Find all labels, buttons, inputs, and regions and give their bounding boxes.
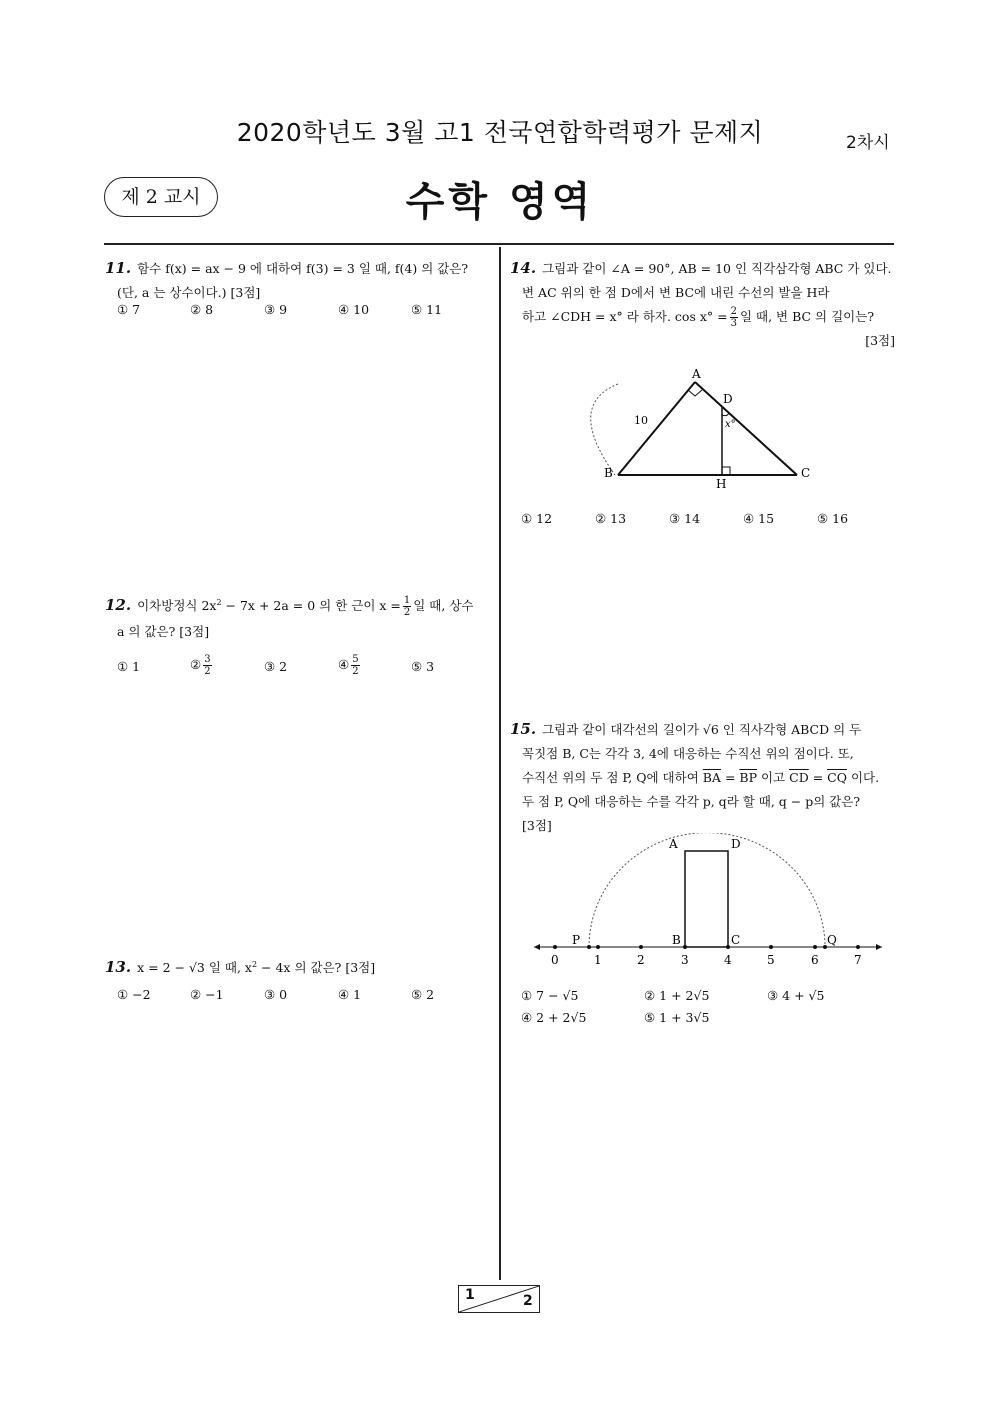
tick-label: 2 <box>637 953 645 967</box>
label-d: D <box>731 837 741 851</box>
fraction: $\frac{2}{3}$ <box>730 306 737 329</box>
exam-title: 2020학년도 3월 고1 전국연합학력평가 문제지 <box>236 118 764 147</box>
label-a: A <box>669 837 678 851</box>
question-15: 15. 그림과 같이 대각선의 길이가 √6 인 직사각형 ABCD 의 두 꼭짓점 B, C는 각각 3, 4에 대응하는 수직선 위의 점이다. 또, 수직선 위의 두 점 P, Q에 대하여 $\overline{BA} = \overline{BP}$ 이고 $\overline{CD} = \overline{CQ}$ 이다. 두 점 P, Q에 대응하는 수를 각각 p, q라 할 때, q − p의 값은? [3점] <box>510 717 895 838</box>
question-text: (단, a 는 상수이다.) [3점] <box>117 285 261 300</box>
question-text: 하고 ∠CDH = x° 라 하자. cos x° = <box>522 309 728 324</box>
question-text: 그림과 같이 ∠A = 90°, AB = 10 인 직각삼각형 ABC 가 있다. <box>542 261 892 276</box>
label-c: C <box>731 933 741 947</box>
header-divider <box>104 243 894 245</box>
choice[interactable]: ⑤ 1 + 3√5 <box>644 1010 710 1025</box>
question-11 <box>105 256 490 305</box>
label-c: C <box>801 466 811 480</box>
arrow-right-icon <box>876 944 882 950</box>
question-number: 12. <box>105 596 132 615</box>
tick-label: 5 <box>767 953 775 967</box>
question-text: − 7x + 2a = 0 의 한 근이 x = <box>221 598 401 614</box>
tick-label: 1 <box>594 953 602 967</box>
current-page: 1 <box>465 1287 475 1303</box>
tick-label: 7 <box>854 953 862 967</box>
column-divider <box>499 247 501 1280</box>
arc-pq <box>589 833 825 947</box>
choice[interactable]: ③ 2 <box>264 659 288 674</box>
choice[interactable]: ③ 4 + √5 <box>767 988 825 1003</box>
question-text: x = 2 − √3 일 때, x <box>137 960 252 976</box>
tick-label: 3 <box>681 953 689 967</box>
choice[interactable]: ④ 10 <box>338 302 370 317</box>
arc-ab <box>591 384 618 475</box>
question-14 <box>510 256 895 353</box>
question-text: a 의 값은? [3점] <box>117 624 210 640</box>
label-b: B <box>604 466 613 480</box>
arrow-left-icon <box>534 944 540 950</box>
choice[interactable]: ① 12 <box>521 511 553 526</box>
tick-label: 4 <box>724 953 732 967</box>
tick-label: 6 <box>811 953 819 967</box>
points-label: [3점] <box>522 818 552 833</box>
label-q: Q <box>827 933 837 947</box>
question-text: 함수 f(x) = ax − 9 에 대하여 f(3) = 3 일 때, f(4) 의 값은? <box>137 261 469 276</box>
question-13: 13. x = 2 − √3 일 때, $x^2 - 4x$ 의 값은? [3점] <box>105 958 376 977</box>
label-side: 10 <box>634 414 648 427</box>
choice[interactable]: ② $\frac{3}{2}$ <box>190 654 211 677</box>
choice[interactable]: ⑤ 11 <box>411 302 443 317</box>
choices-11 <box>117 302 497 322</box>
session-label: 2차시 <box>846 133 890 153</box>
choice[interactable]: ③ 9 <box>264 302 288 317</box>
choice[interactable]: ③ 0 <box>264 987 288 1002</box>
period-badge: 제 2 교시 <box>104 177 218 217</box>
question-text: 일 때, 상수 <box>413 598 474 614</box>
angle-mark <box>722 413 729 416</box>
question-text: 두 점 P, Q에 대응하는 수를 각각 p, q라 할 때, q − p의 값은? <box>522 794 861 809</box>
right-angle-mark <box>688 390 702 396</box>
right-angle-mark <box>722 467 730 475</box>
choices-12 <box>117 654 497 682</box>
total-pages: 2 <box>523 1293 533 1309</box>
question-text: 수직선 위의 두 점 P, Q에 대하여 <box>522 770 699 785</box>
choice[interactable]: ⑤ 3 <box>411 659 435 674</box>
choices-15 <box>521 988 891 1028</box>
question-number: 14. <box>510 259 537 277</box>
label-p: P <box>572 933 581 947</box>
choice[interactable]: ① 1 <box>117 659 141 674</box>
choices-14 <box>521 511 891 531</box>
choice[interactable]: ⑤ 2 <box>411 987 435 1002</box>
choice[interactable]: ④ 2 + 2√5 <box>521 1010 587 1025</box>
question-number: 15. <box>510 720 537 738</box>
choice[interactable]: ④ 1 <box>338 987 362 1002</box>
choice[interactable]: ② 1 + 2√5 <box>644 988 710 1003</box>
choice[interactable]: ③ 14 <box>669 511 701 526</box>
tick-label: 0 <box>551 953 559 967</box>
choice[interactable]: ④ $\frac{5}{2}$ <box>338 654 359 677</box>
triangle-figure <box>520 360 895 500</box>
choice[interactable]: ⑤ 16 <box>817 511 849 526</box>
choice[interactable]: ② 8 <box>190 302 214 317</box>
question-text: 일 때, 변 BC 의 길이는? <box>739 309 875 324</box>
question-number: 13. <box>105 958 132 977</box>
question-text: 꼭짓점 B, C는 각각 3, 4에 대응하는 수직선 위의 점이다. 또, <box>522 746 854 761</box>
question-text: − 4x 의 값은? [3점] <box>257 960 376 976</box>
label-b: B <box>672 933 681 947</box>
points-label: [3점] <box>865 333 895 348</box>
choice[interactable]: ④ 15 <box>743 511 775 526</box>
numberline-figure <box>528 833 888 973</box>
choice[interactable]: ① −2 <box>117 987 151 1002</box>
page-number-box <box>458 1285 540 1313</box>
side-ac <box>695 382 797 475</box>
choice[interactable]: ① 7 − √5 <box>521 988 579 1003</box>
choices-13 <box>117 987 497 1007</box>
label-angle: x° <box>725 419 736 430</box>
label-d: D <box>723 392 733 406</box>
question-text: 이차방정식 2x <box>137 598 217 614</box>
question-12: 12. 이차방정식 $2x^2 - 7x + 2a = 0$ 의 한 근이 x = $\frac{1}{2}$ 일 때, 상수 a 의 값은? [3점] <box>105 591 490 644</box>
fraction: $\frac{1}{2}$ <box>403 595 411 619</box>
question-number: 11. <box>105 259 132 277</box>
rectangle-abcd <box>685 851 728 947</box>
side-ab <box>618 382 695 475</box>
choice[interactable]: ② −1 <box>190 987 224 1002</box>
choice[interactable]: ② 13 <box>595 511 627 526</box>
label-h: H <box>716 477 727 491</box>
subject-title: 수학 영역 <box>405 179 595 225</box>
label-a: A <box>692 367 701 381</box>
question-text: 그림과 같이 대각선의 길이가 √6 인 직사각형 ABCD 의 두 <box>542 722 862 737</box>
question-text: 변 AC 위의 한 점 D에서 변 BC에 내린 수선의 발을 H라 <box>522 285 830 300</box>
choice[interactable]: ① 7 <box>117 302 141 317</box>
